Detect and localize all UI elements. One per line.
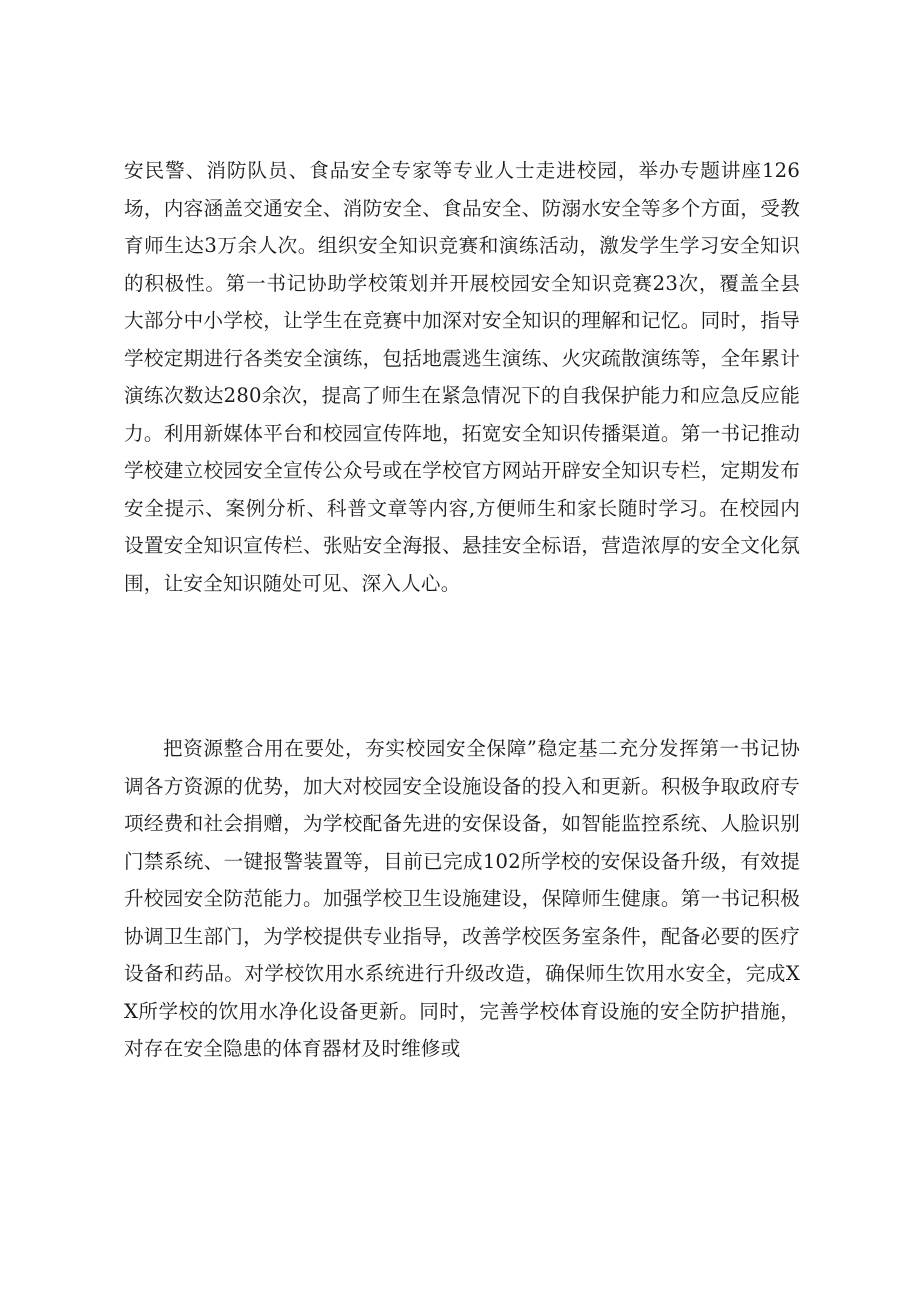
- body-paragraph-1: 安民警、消防队员、食品安全专家等专业人士走进校园，举办专题讲座126场，内容涵盖交通安全、消防安全、食品安全、防溺水安全等多个方面，受教育师生达3万余人次。组织安全知识竞赛和演练活动，激发学生学习安全知识的积极性。第一书记协助学校策划并开展校园安全知识竞赛23次，覆盖全县大部分中小学校，让学生在竞赛中加深对安全知识的理解和记忆。同时，指导学校定期进行各类安全演练，包括地震逃生演练、火灾疏散演练等，全年累计演练次数达280余次，提高了师生在紧急情况下的自我保护能力和应急反应能力。利用新媒体平台和校园宣传阵地，拓宽安全知识传播渠道。第一书记推动学校建立校园安全宣传公众号或在学校官方网站开辟安全知识专栏，定期发布安全提示、案例分析、科普文章等内容,方便师生和家长随时学习。在校园内设置安全知识宣传栏、张贴安全海报、悬挂安全标语，营造浓厚的安全文化氛围，让安全知识随处可见、深入人心。: [124, 159, 800, 595]
- body-paragraph-2: 把资源整合用在要处，夯实校园安全保障”稳定基二充分发挥第一书记协调各方资源的优势，加大对校园安全设施设备的投入和更新。积极争取政府专项经费和社会捐赠，为学校配备先进的安保设备，如智能监控系统、人脸识别门禁系统、一键报警装置等，目前已完成102所学校的安保设备升级，有效提升校园安全防范能力。加强学校卫生设施建设，保障师生健康。第一书记积极协调卫生部门，为学校提供专业指导，改善学校医务室条件，配备必要的医疗设备和药品。对学校饮用水系统进行升级改造，确保师生饮用水安全，完成XX所学校的饮用水净化设备更新。同时，完善学校体育设施的安全防护措施，对存在安全隐患的体育器材及时维修或: [124, 737, 800, 1060]
